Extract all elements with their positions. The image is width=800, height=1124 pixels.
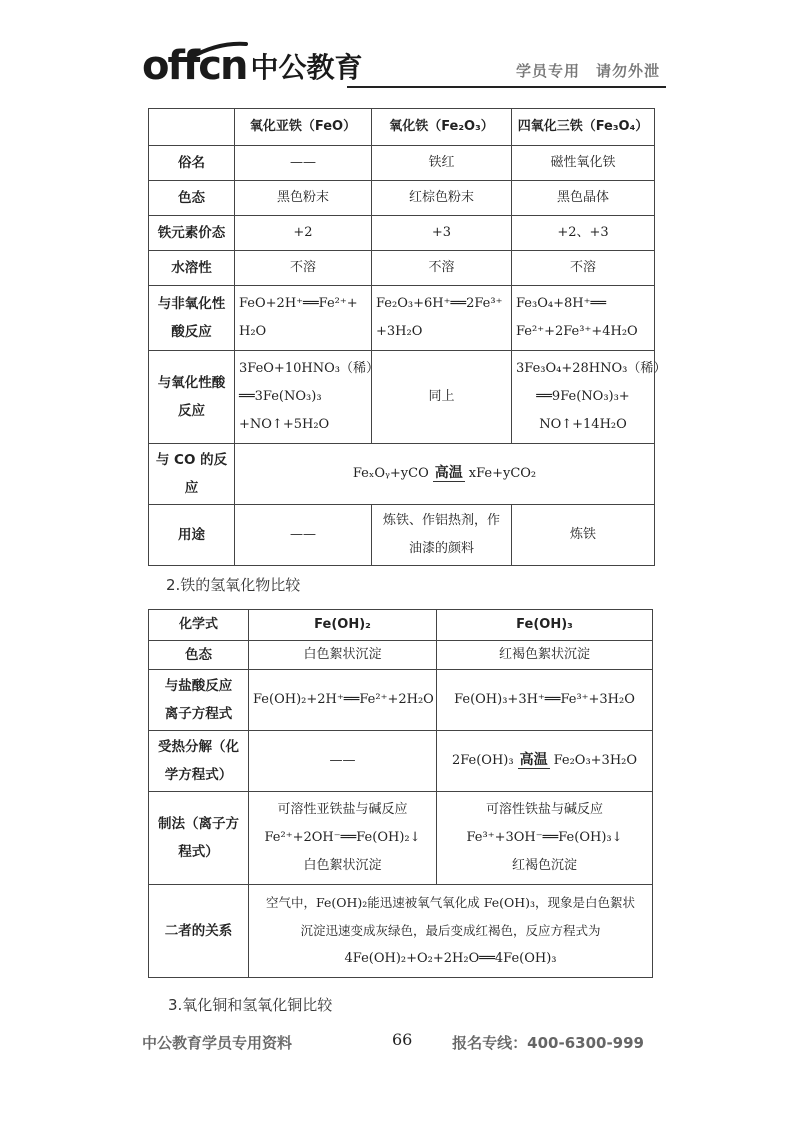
row-label-preparation [149, 792, 249, 885]
cell [437, 731, 653, 792]
offcn-logo [142, 43, 363, 89]
row-label-appearance: 色态 [149, 181, 235, 216]
logo-latin-text: offcn [142, 43, 247, 89]
label-line: 与 CO 的反 [155, 452, 228, 468]
cell: 不溶 [512, 251, 655, 286]
equation-line: +NO↑+5H₂O [239, 417, 330, 432]
cell: 磁性氧化铁 [512, 146, 655, 181]
equation-line: ══3Fe(NO₃)₃ [239, 389, 322, 404]
iron-hydroxides-table [148, 609, 653, 978]
equation-line: Fe₂O₃+6H⁺══2Fe³⁺ [376, 296, 503, 311]
table-row [149, 181, 655, 216]
row-label-with-co [149, 444, 235, 505]
equation-line: FeO+2H⁺══Fe²⁺+ [239, 296, 358, 311]
equation-line: Fe³⁺+3OH⁻══Fe(OH)₃↓ [466, 830, 623, 845]
table-row [149, 351, 655, 444]
reaction-condition: 高温 [434, 465, 463, 481]
label-line: 与非氧化性 [157, 296, 226, 312]
table-row [149, 146, 655, 181]
table-header-row [149, 610, 653, 641]
equation-rhs: xFe+yCO₂ [468, 466, 537, 481]
equation-line: H₂O [239, 324, 267, 339]
cell [512, 286, 655, 351]
equation-lhs: FeₓOᵧ+yCO [352, 466, 429, 481]
section-3-title: 3.氧化铜和氢氧化铜比较 [168, 996, 333, 1014]
equation-line: Fe²⁺+2OH⁻══Fe(OH)₂↓ [264, 830, 421, 845]
label-line: 与氧化性酸 [157, 375, 226, 391]
table-row [149, 731, 653, 792]
label-line: 学方程式） [164, 767, 233, 783]
cell [372, 505, 512, 566]
row-label-oxidizing-acid [149, 351, 235, 444]
cell [512, 351, 667, 444]
cell [235, 286, 372, 351]
cell: 炼铁 [512, 505, 655, 566]
equation-lhs: 2Fe(OH)₃ [451, 753, 514, 768]
reaction-condition: 高温 [519, 752, 548, 768]
row-label-heat-decomposition [149, 731, 249, 792]
confidential-note: 学员专用 请勿外泄 [515, 62, 660, 80]
label-line: 制法（离子方 [158, 816, 239, 832]
cell: 黑色晶体 [512, 181, 655, 216]
table-row [149, 641, 653, 670]
text-line: 可溶性铁盐与碱反应 [485, 802, 603, 817]
table-row [149, 251, 655, 286]
text-line: 红褐色沉淀 [511, 858, 577, 873]
header [142, 40, 666, 100]
label-line: 酸反应 [171, 324, 212, 340]
column-header-fe3o4: 四氧化三铁（Fe₃O₄） [512, 109, 655, 146]
table-row [149, 885, 653, 978]
table-row [149, 670, 653, 731]
text-line: 油漆的颜料 [408, 541, 474, 556]
text-line: 白色絮状沉淀 [303, 858, 382, 873]
equation-line: +3H₂O [376, 324, 423, 339]
co-reaction-cell [235, 444, 655, 505]
table-header-row [149, 109, 655, 146]
row-label-appearance: 色态 [149, 641, 249, 670]
footer-hotline: 报名专线：400-6300-999 [452, 1034, 644, 1052]
label-line: 受热分解（化 [158, 739, 239, 755]
row-label-relation: 二者的关系 [149, 885, 249, 978]
equation-line: 4Fe(OH)₂+O₂+2H₂O══4Fe(OH)₃ [344, 951, 557, 966]
equation-line: 3FeO+10HNO₃（稀） [239, 361, 379, 376]
header-rule [347, 86, 666, 88]
row-label-solubility: 水溶性 [149, 251, 235, 286]
label-line: 离子方程式 [164, 706, 233, 722]
cell [235, 351, 379, 444]
cell: 红褐色絮状沉淀 [437, 641, 653, 670]
cell: 不溶 [372, 251, 512, 286]
equation-line: NO↑+14H₂O [539, 417, 627, 432]
logo-swoosh-icon [188, 40, 248, 60]
reaction-arrow [429, 465, 469, 482]
row-label-nonoxidizing-acid [149, 286, 235, 351]
label-line: 反应 [178, 403, 205, 419]
equation-line: ══9Fe(NO₃)₃+ [536, 389, 630, 404]
text-line: 炼铁、作铝热剂，作 [382, 513, 500, 528]
equation-line: Fe₃O₄+8H⁺══ [516, 296, 607, 311]
logo-cn-text: 中公教育 [250, 51, 363, 84]
table-row [149, 444, 655, 505]
table-row [149, 505, 655, 566]
label-line: 与盐酸反应 [164, 678, 233, 694]
equation-line: Fe²⁺+2Fe³⁺+4H₂O [516, 324, 638, 339]
equation-line: 3Fe₃O₄+28HNO₃（稀） [516, 361, 667, 376]
cell: Fe(OH)₂+2H⁺══Fe²⁺+2H₂O [249, 670, 437, 731]
cell: 白色絮状沉淀 [249, 641, 437, 670]
row-label-common-name: 俗名 [149, 146, 235, 181]
equation-rhs: Fe₂O₃+3H₂O [553, 753, 638, 768]
footer [142, 1028, 666, 1056]
cell [249, 792, 437, 885]
cell [372, 286, 512, 351]
row-label-hcl-reaction [149, 670, 249, 731]
reaction-arrow [514, 752, 554, 769]
relation-cell [249, 885, 653, 978]
column-header-feo: 氧化亚铁（FeO） [235, 109, 372, 146]
cell [437, 792, 653, 885]
cell: —— [249, 731, 437, 792]
cell: +3 [372, 216, 512, 251]
cell: 同上 [372, 351, 512, 444]
table-row [149, 286, 655, 351]
cell: 黑色粉末 [235, 181, 372, 216]
corner-cell [149, 109, 235, 146]
cell: —— [235, 146, 372, 181]
page-number: 66 [392, 1030, 413, 1049]
label-line: 程式） [178, 844, 219, 860]
table-row [149, 792, 653, 885]
text-line: 空气中，Fe(OH)₂能迅速被氧气氧化成 Fe(OH)₃，现象是白色絮状 [265, 895, 636, 910]
cell: —— [235, 505, 372, 566]
cell: Fe(OH)₃+3H⁺══Fe³⁺+3H₂O [437, 670, 653, 731]
cell: 不溶 [235, 251, 372, 286]
section-2-title: 2.铁的氢氧化物比较 [166, 576, 301, 594]
row-label-valence: 铁元素价态 [149, 216, 235, 251]
column-header-feoh2: Fe(OH)₂ [249, 610, 437, 641]
column-header-feoh3: Fe(OH)₃ [437, 610, 653, 641]
column-header-fe2o3: 氧化铁（Fe₂O₃） [372, 109, 512, 146]
cell: +2、+3 [512, 216, 655, 251]
text-line: 可溶性亚铁盐与碱反应 [277, 802, 408, 817]
label-line: 应 [184, 480, 199, 496]
cell: 铁红 [372, 146, 512, 181]
column-header-formula: 化学式 [149, 610, 249, 641]
cell: 红棕色粉末 [372, 181, 512, 216]
cell: +2 [235, 216, 372, 251]
iron-oxides-table [148, 108, 667, 566]
text-line: 沉淀迅速变成灰绿色，最后变成红褐色，反应方程式为 [300, 923, 601, 938]
footer-left-text: 中公教育学员专用资料 [142, 1034, 293, 1052]
table-row [149, 216, 655, 251]
row-label-usage: 用途 [149, 505, 235, 566]
